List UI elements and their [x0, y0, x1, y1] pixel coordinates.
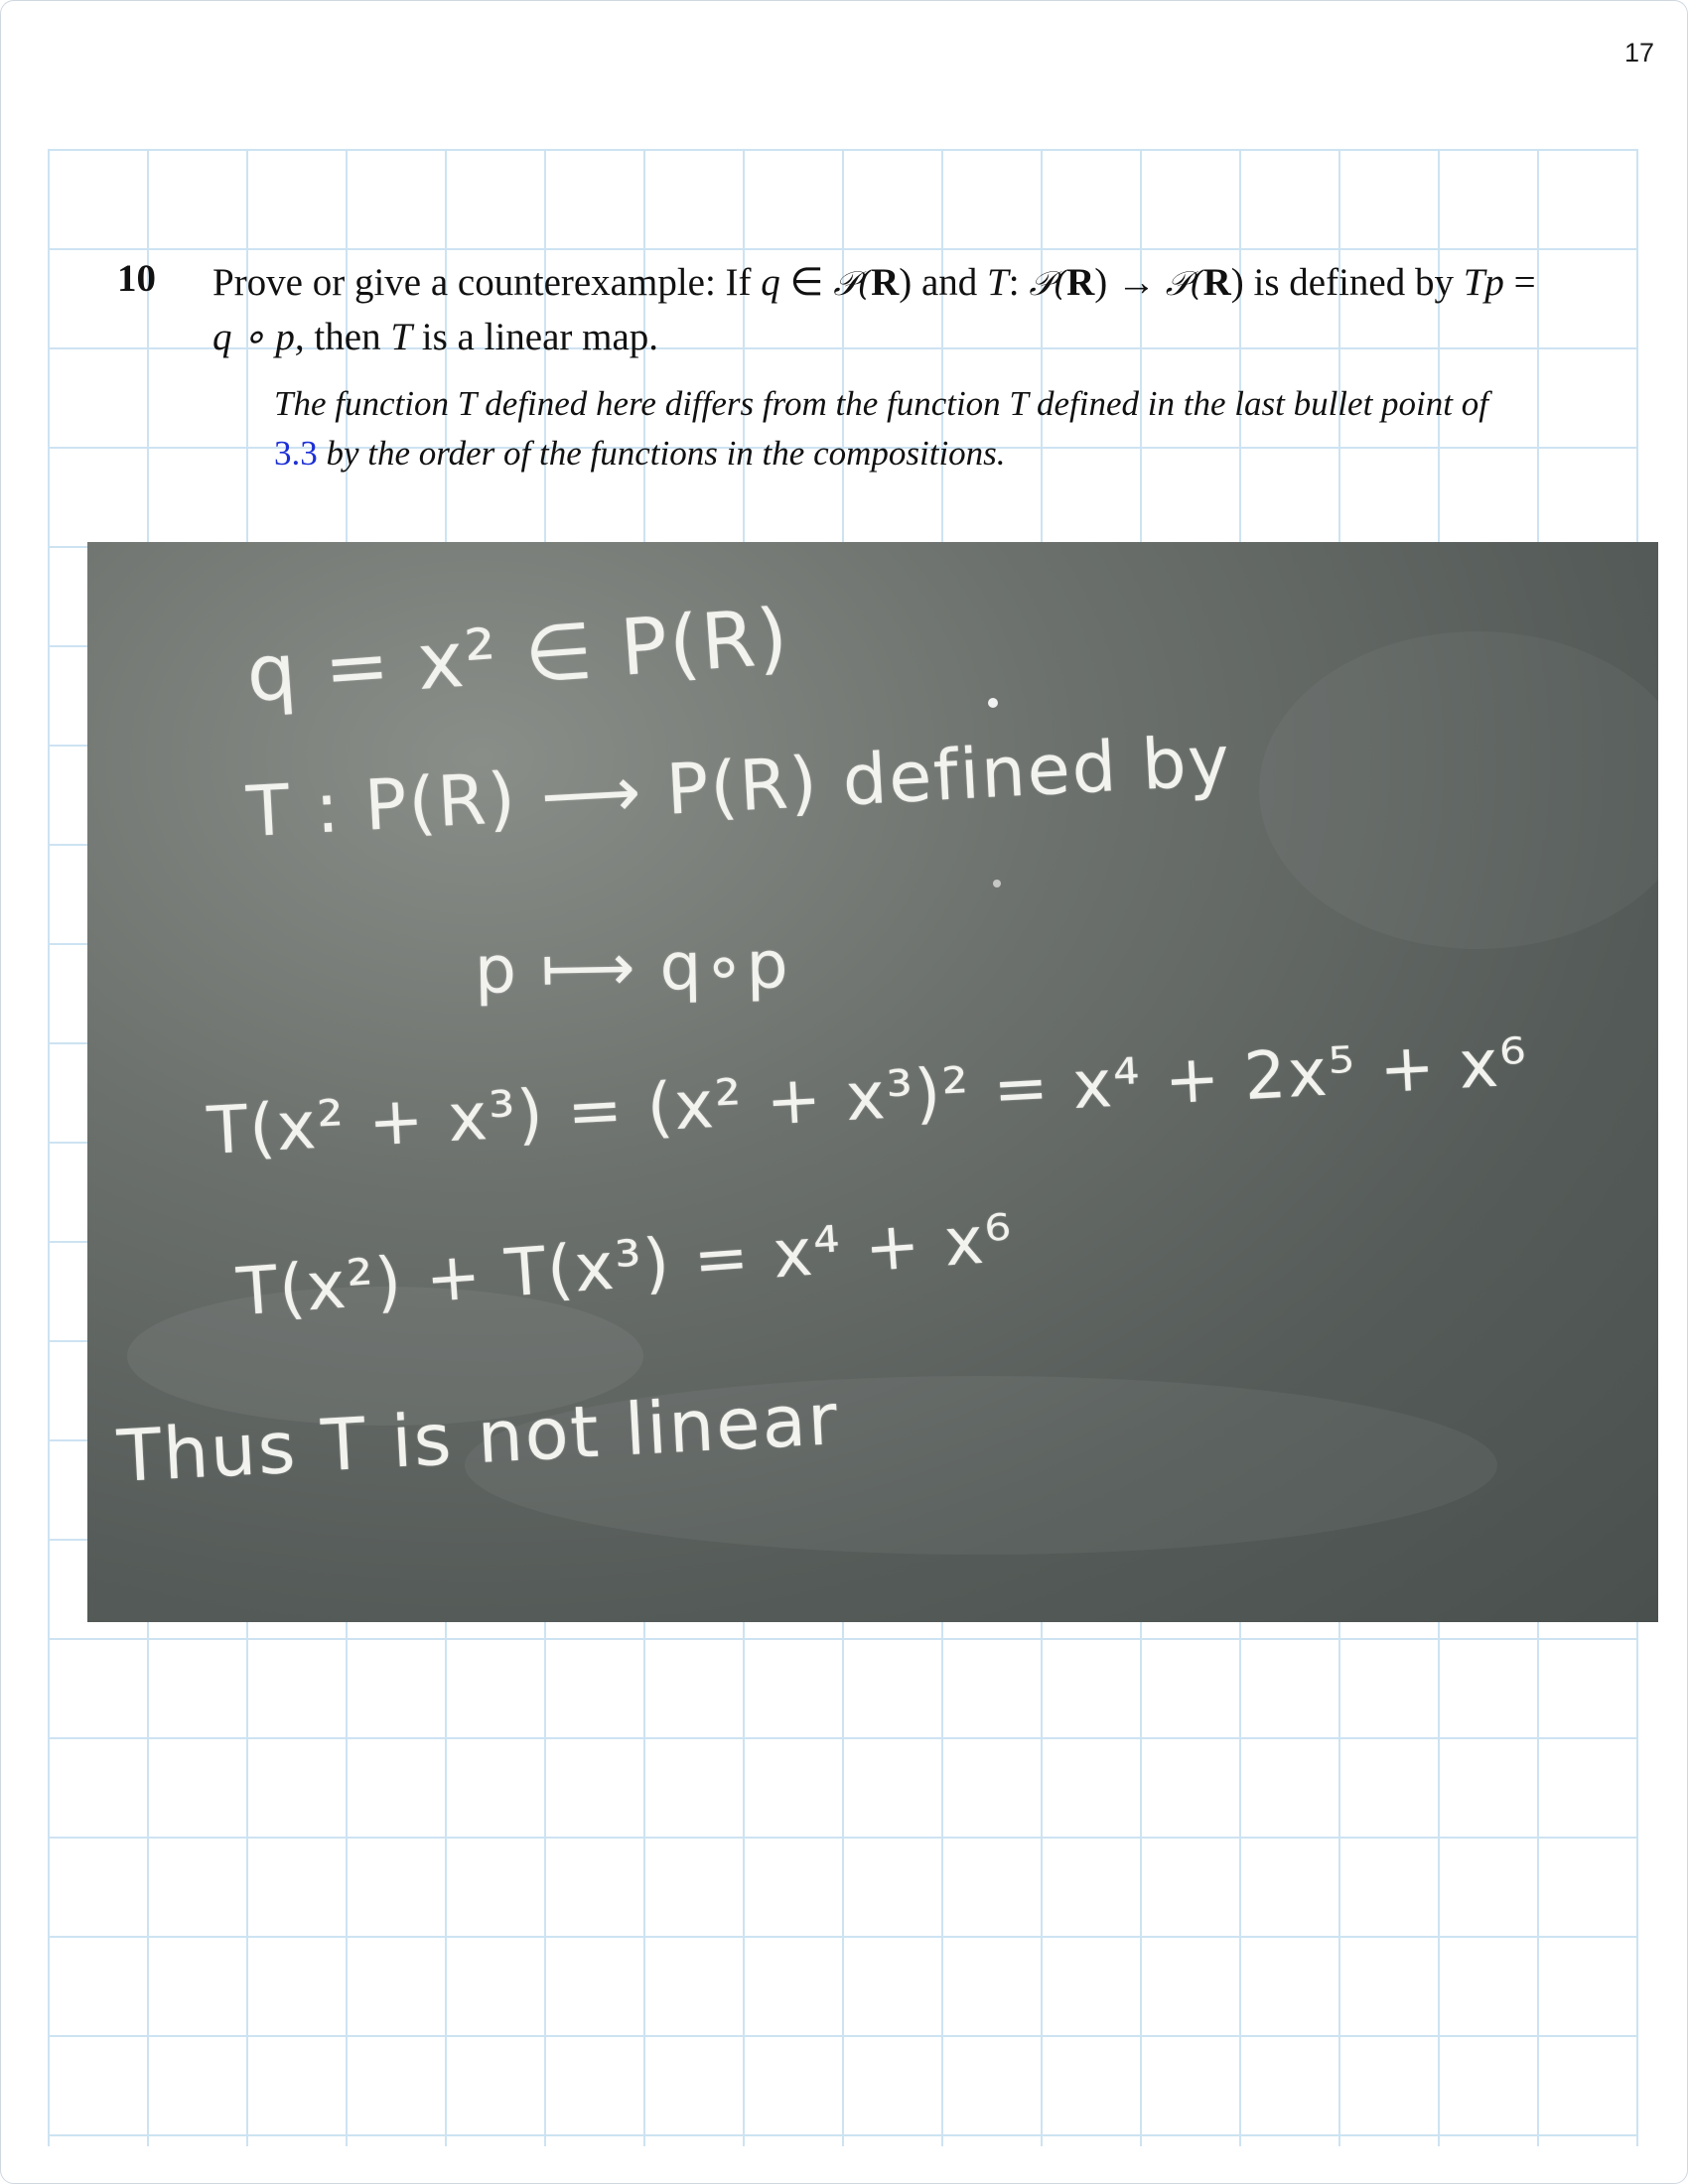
- chalk-line-2: T : P(R) ⟶ P(R) defined by: [244, 720, 1233, 853]
- chalk-line-1: q = x² ∈ P(R): [243, 593, 792, 720]
- cross-reference-link[interactable]: 3.3: [274, 434, 318, 473]
- math-eq: =: [1513, 261, 1536, 304]
- math-close-codomain: ): [1230, 261, 1244, 304]
- chalk-line-3: p ⟼ q∘p: [474, 926, 791, 1009]
- math-close-domain: ): [1094, 261, 1108, 304]
- math-poly-space-codomain: 𝒫(: [1165, 264, 1203, 304]
- math-colon: :: [1008, 261, 1020, 304]
- math-reals-codomain: R: [1202, 261, 1231, 304]
- problem-number: 10: [117, 257, 156, 300]
- page-number: 17: [1623, 38, 1654, 68]
- problem-statement: [212, 256, 1543, 364]
- chalkboard-photo: [87, 542, 1658, 1622]
- problem-note: [274, 379, 1525, 478]
- problem-text-then: then: [314, 316, 381, 358]
- math-q: q: [761, 261, 780, 304]
- math-close: ): [899, 261, 913, 304]
- math-in: ∈: [789, 261, 824, 304]
- chalk-line-4: T(x² + x³) = (x² + x³)² = x⁴ + 2x⁵ + x⁶: [205, 1024, 1531, 1169]
- problem-text-and: and: [920, 261, 978, 304]
- math-T: T: [987, 261, 1009, 304]
- math-T-2: T: [390, 316, 413, 358]
- problem-text-intro: Prove or give a counterexample: If: [212, 261, 752, 304]
- math-q-circ-p: q ∘ p,: [212, 316, 305, 358]
- problem-text-rest: is a linear map.: [421, 316, 659, 358]
- chalk-line-5: T(x²) + T(x³) = x⁴ + x⁶: [234, 1199, 1017, 1331]
- math-Tp: Tp: [1463, 261, 1504, 304]
- math-reals-domain: R: [1066, 261, 1095, 304]
- math-poly-space: 𝒫(: [833, 264, 872, 304]
- problem-text-is: is: [1253, 261, 1280, 304]
- note-text-before: The function T defined here differs from the function T defined in the last bullet point of: [274, 384, 1488, 423]
- math-poly-space-domain: 𝒫(: [1029, 264, 1067, 304]
- problem-text-defined-by: defined by: [1289, 261, 1454, 304]
- math-reals: R: [871, 261, 900, 304]
- math-arrow: →: [1117, 261, 1157, 304]
- note-text-after: by the order of the functions in the compositions.: [326, 434, 1006, 473]
- chalk-line-6: Thus T is not linear: [115, 1377, 842, 1498]
